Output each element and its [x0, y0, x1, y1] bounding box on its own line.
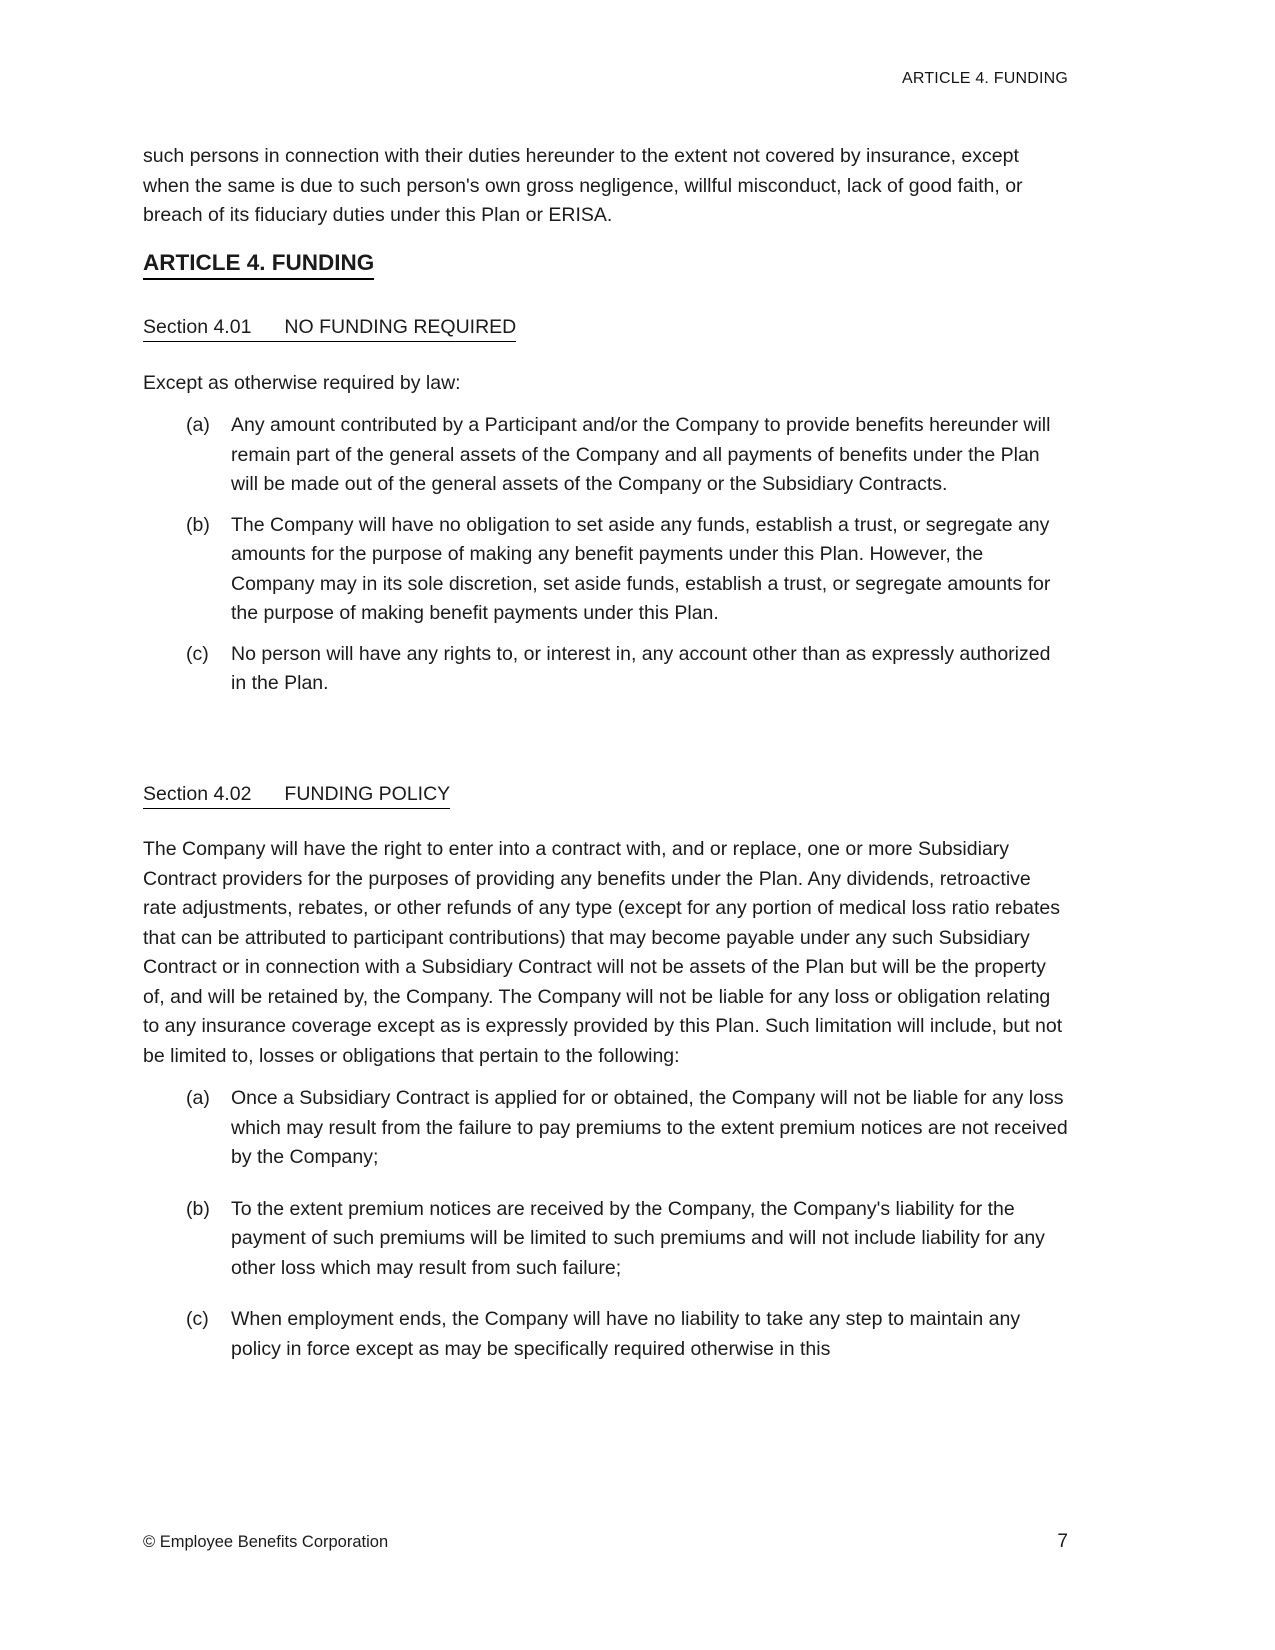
section-heading-4-02: [143, 780, 1069, 810]
section-4-02-lead: The Company will have the right to enter into a contract with, and or replace, one or more Subsidiary Contract providers for the purposes of providing any benefits under the Plan. Any dividends, retroactive rate adjustments, rebates, or other refunds of any type (except for any portion of medical loss ratio rebates that can be attributed to participant contributions) that may become payable under any such Subsidiary Contract or in connection with a Subsidiary Contract will not be assets of the Plan but will be the property of, and will be retained by, the Company. The Company will not be liable for any loss or obligation relating to any insurance coverage except as is expressly provided by this Plan. Such limitation will include, but not be limited to, losses or obligations that pertain to the following:: [143, 838, 1063, 1067]
article-heading-text: ARTICLE 4. FUNDING: [143, 250, 374, 281]
article-heading: [143, 249, 1069, 281]
item-text: The Company will have no obligation to set aside any funds, establish a trust, or segregate any amounts for the purpose of making any benefit payments under this Plan. However, the Company may in its sole discretion, set aside funds, establish a trust, or segregate amounts for the purpose of making benefit payments under this Plan.: [231, 513, 1051, 625]
section-title: FUNDING POLICY: [284, 782, 451, 805]
list-item: [143, 1305, 1069, 1364]
section-heading-4-01: [143, 313, 1069, 343]
section-heading-underline: [143, 782, 450, 809]
item-text: When employment ends, the Company will have no liability to take any step to maintain any policy in force except as may be specifically required otherwise in this: [231, 1308, 1021, 1360]
page-footer: [143, 1531, 1068, 1553]
item-text: To the extent premium notices are received by the Company, the Company's liability for the payment of such premiums will be limited to such premiums and will not include liability for any other loss which may result from such failure;: [231, 1197, 1045, 1279]
list-item: [143, 411, 1069, 500]
document-content: [143, 142, 1069, 1386]
running-header-text: ARTICLE 4. FUNDING: [902, 70, 1068, 87]
page-number: 7: [1057, 1531, 1068, 1552]
item-label: (a): [186, 414, 210, 437]
item-text: No person will have any rights to, or interest in, any account other than as expressly authorized in the Plan.: [231, 642, 1051, 695]
item-label: (a): [186, 1087, 210, 1110]
item-label: (c): [186, 1308, 209, 1331]
section-4-01-list: [143, 411, 1069, 699]
section-4-01-lead: Except as otherwise required by law:: [143, 371, 461, 394]
list-item: [143, 640, 1069, 699]
list-item: [143, 1195, 1069, 1284]
item-label: (c): [186, 642, 209, 665]
section-number: Section 4.02: [143, 782, 252, 805]
section-heading-underline: [143, 315, 516, 342]
list-item: [143, 511, 1069, 629]
list-item: [143, 1084, 1069, 1173]
intro-paragraph: such persons in connection with their duties hereunder to the extent not covered by insurance, except when the same is due to such person's own gross negligence, willful misconduct, lack of good faith, or breach of its fiduciary duties under this Plan or ERISA.: [143, 145, 1023, 226]
section-number: Section 4.01: [143, 316, 252, 339]
copyright-text: © Employee Benefits Corporation: [143, 1533, 389, 1551]
running-header: [143, 70, 1068, 88]
item-text: Once a Subsidiary Contract is applied for or obtained, the Company will not be liable for any loss which may result from the failure to pay premiums to the extent premium notices are not received by the Company;: [231, 1087, 1068, 1169]
item-text: Any amount contributed by a Participant and/or the Company to provide benefits hereunder will remain part of the general assets of the Company and all payments of benefits under the Plan will be made out of the general assets of the Company or the Subsidiary Contracts.: [231, 414, 1051, 496]
section-4-02-list: [143, 1084, 1069, 1364]
item-label: (b): [186, 513, 210, 536]
item-label: (b): [186, 1197, 210, 1220]
section-title: NO FUNDING REQUIRED: [284, 316, 517, 339]
